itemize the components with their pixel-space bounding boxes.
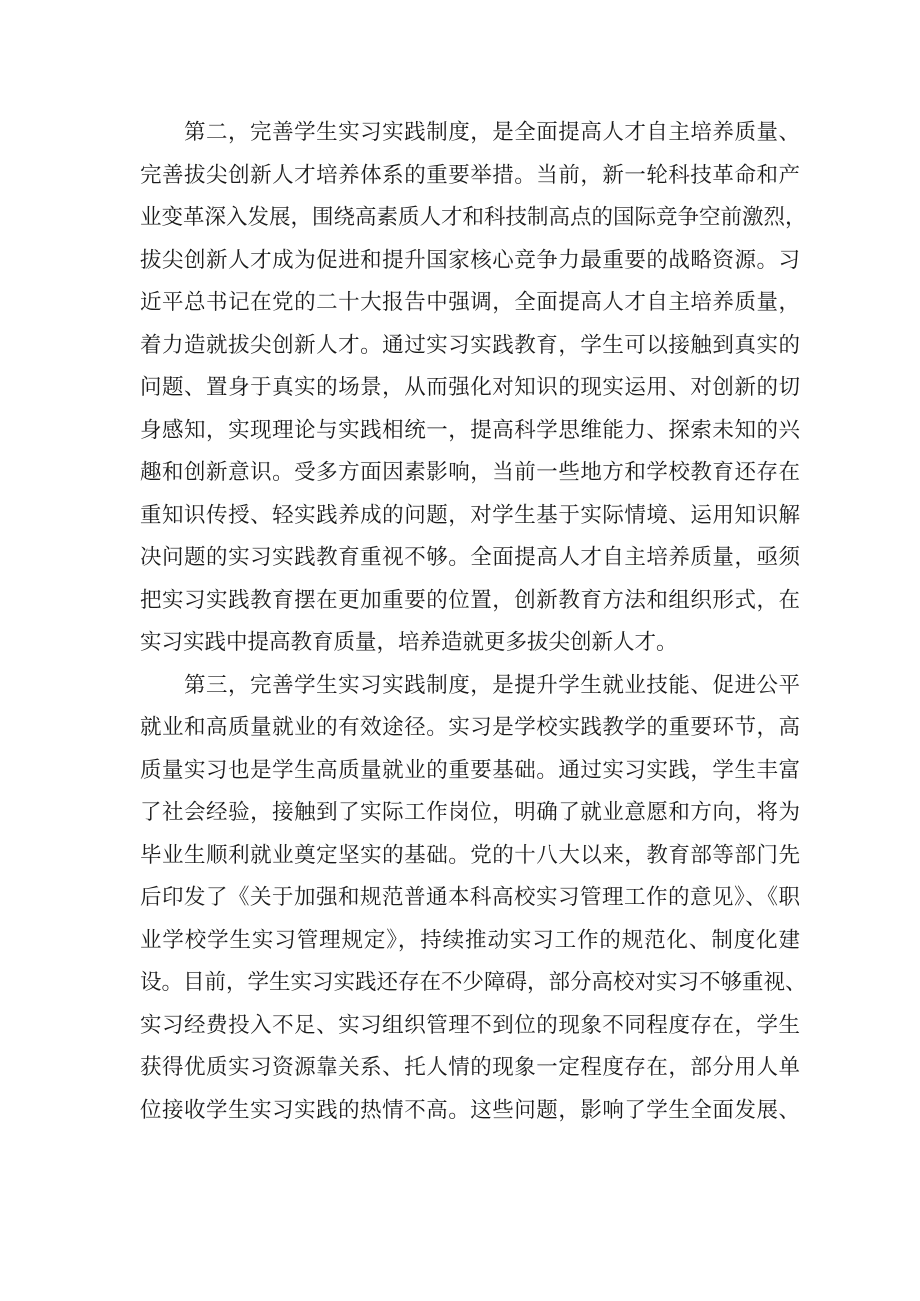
- paragraph-line: 后印发了《关于加强和规范普通本科高校实习管理工作的意见》、《职: [140, 885, 800, 910]
- paragraph-line: 着力造就拔尖创新人才。通过实习实践教育，学生可以接触到真实的: [140, 332, 800, 358]
- paragraph-line: 业变革深入发展，围绕高素质人才和科技制高点的国际竞争空前激烈，: [140, 205, 807, 230]
- paragraph-line: 实习经费投入不足、实习组织管理不到位的现象不同程度存在，学生: [140, 1012, 800, 1038]
- paragraph-line: 质量实习也是学生高质量就业的重要基础。通过实习实践，学生丰富: [140, 757, 800, 783]
- paragraph-line: 了社会经验，接触到了实际工作岗位，明确了就业意愿和方向，将为: [140, 800, 800, 825]
- paragraph-line: 设。目前，学生实习实践还存在不少障碍，部分高校对实习不够重视、: [140, 970, 807, 995]
- paragraph-line: 把实习实践教育摆在更加重要的位置，创新教育方法和组织形式，在: [140, 587, 800, 613]
- paragraph-line: 完善拔尖创新人才培养体系的重要举措。当前，新一轮科技革命和产: [140, 162, 800, 188]
- paragraph-line: 重知识传授、轻实践养成的问题，对学生基于实际情境、运用知识解: [140, 502, 800, 528]
- paragraph-line: 问题、置身于真实的场景，从而强化对知识的现实运用、对创新的切: [140, 375, 800, 400]
- paragraph-line: 第二，完善学生实习实践制度，是全面提高人才自主培养质量、: [184, 120, 800, 145]
- paragraph-line: 获得优质实习资源靠关系、托人情的现象一定程度存在，部分用人单: [140, 1055, 800, 1080]
- paragraph-2: [140, 665, 807, 1133]
- paragraph-line: 趣和创新意识。受多方面因素影响，当前一些地方和学校教育还存在: [140, 460, 800, 485]
- document-body: [140, 112, 807, 1132]
- paragraph-line: 位接收学生实习实践的热情不高。这些问题，影响了学生全面发展、: [140, 1097, 800, 1123]
- paragraph-line: 毕业生顺利就业奠定坚实的基础。党的十八大以来，教育部等部门先: [140, 842, 800, 868]
- paragraph-line: 第三，完善学生实习实践制度，是提升学生就业技能、促进公平: [184, 672, 800, 698]
- paragraph-line: 决问题的实习实践教育重视不够。全面提高人才自主培养质量，亟须: [140, 545, 800, 570]
- paragraph-line: 实习实践中提高教育质量，培养造就更多拔尖创新人才。: [140, 630, 678, 655]
- paragraph-line: 近平总书记在党的二十大报告中强调，全面提高人才自主培养质量，: [140, 290, 800, 315]
- paragraph-line: 业学校学生实习管理规定》，持续推动实习工作的规范化、制度化建: [140, 927, 800, 953]
- paragraph-line: 拔尖创新人才成为促进和提升国家核心竞争力最重要的战略资源。习: [140, 247, 800, 273]
- paragraph-1: [140, 112, 807, 665]
- paragraph-line: 身感知，实现理论与实践相统一，提高科学思维能力、探索未知的兴: [140, 417, 800, 443]
- paragraph-line: 就业和高质量就业的有效途径。实习是学校实践教学的重要环节，高: [140, 715, 800, 740]
